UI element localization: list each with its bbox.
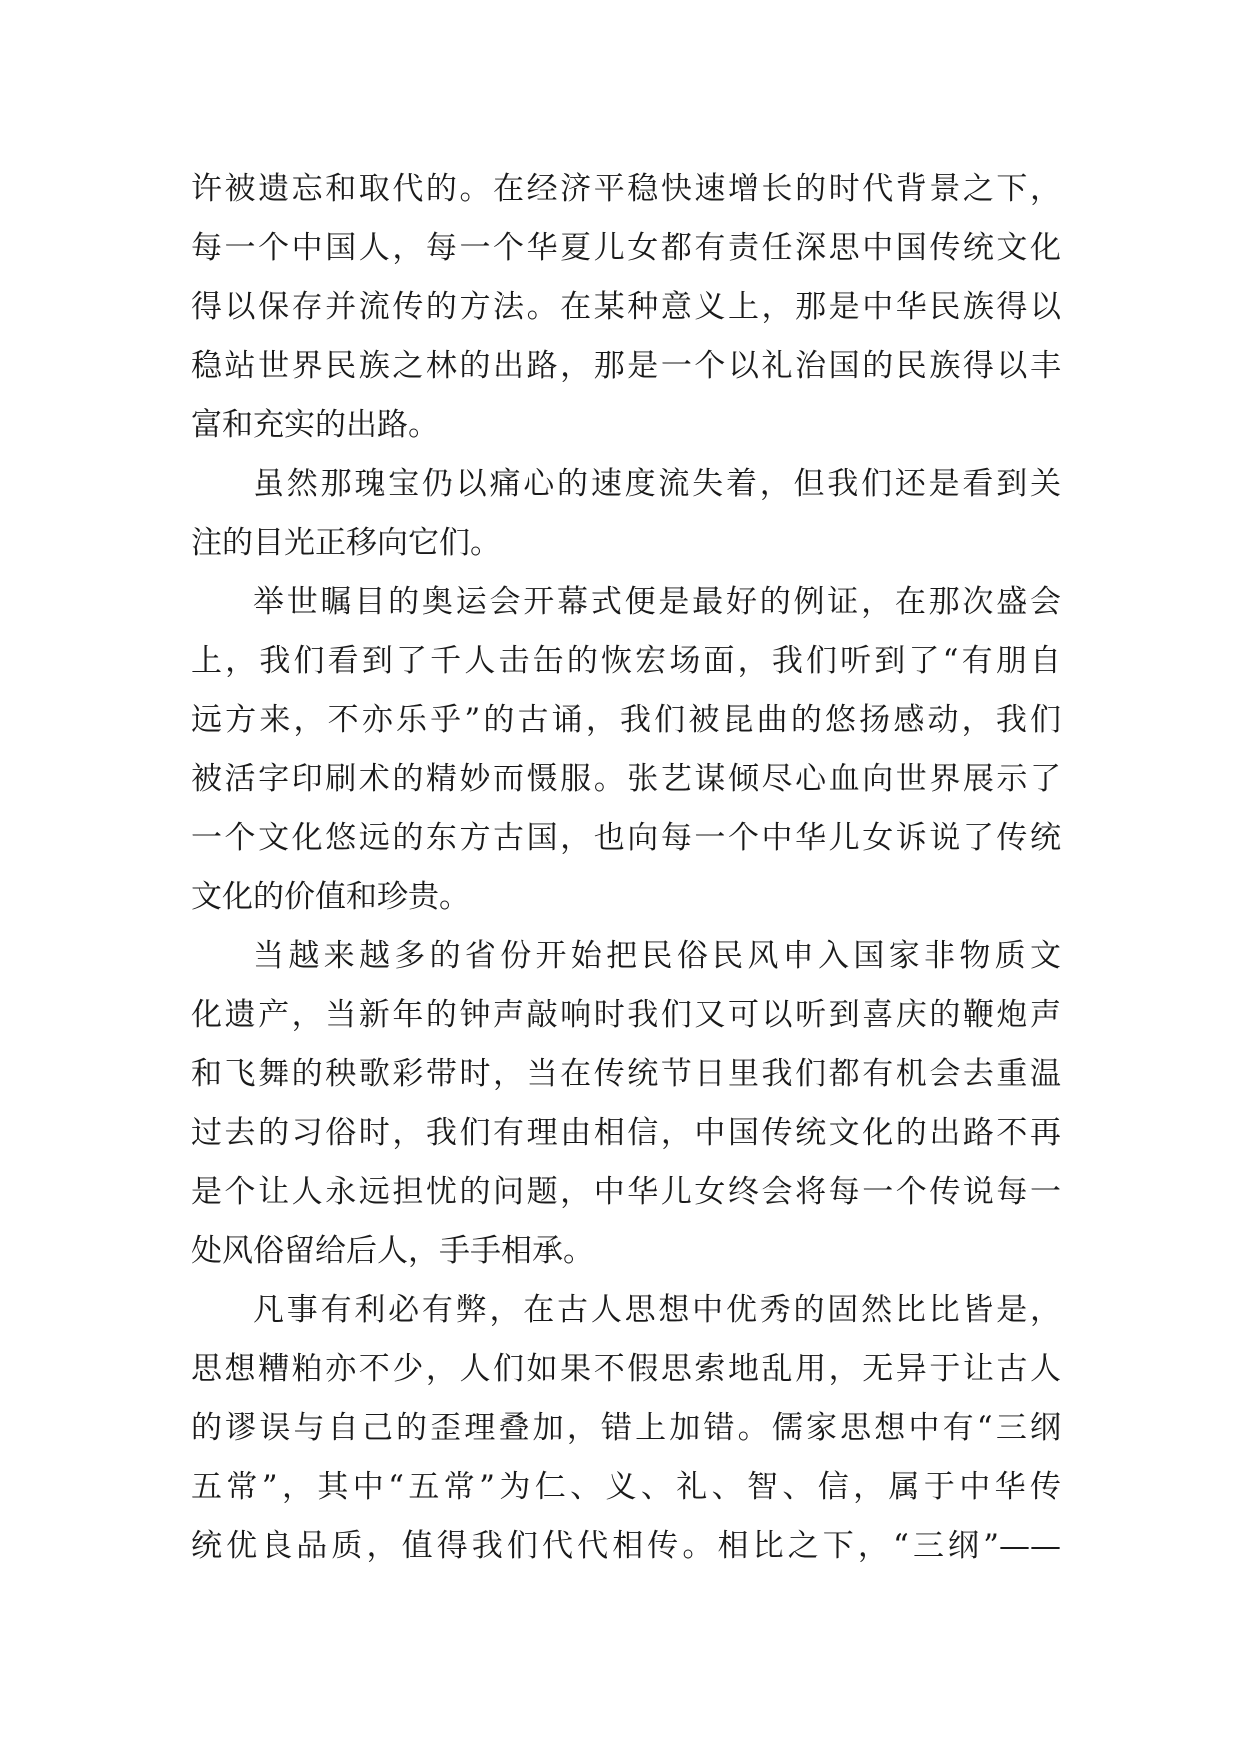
text-line: 统优良品质，值得我们代代相传。相比之下，“三纲”——: [191, 1528, 1061, 1564]
text-line: 过去的习俗时，我们有理由相信，中国传统文化的出路不再: [191, 1115, 1061, 1151]
text-line: 和飞舞的秧歌彩带时，当在传统节日里我们都有机会去重温: [191, 1056, 1061, 1092]
text-line: 上，我们看到了千人击缶的恢宏场面，我们听到了“有朋自: [191, 643, 1061, 679]
text-line: 许被遗忘和取代的。在经济平稳快速增长的时代背景之下，: [191, 171, 1061, 207]
text-line: 化遗产，当新年的钟声敲响时我们又可以听到喜庆的鞭炮声: [191, 997, 1061, 1033]
text-line: 一个文化悠远的东方古国，也向每一个中华儿女诉说了传统: [191, 820, 1061, 856]
text-line: 每一个中国人，每一个华夏儿女都有责任深思中国传统文化: [191, 230, 1061, 266]
text-line: 富和充实的出路。: [191, 407, 439, 443]
text-line: 凡事有利必有弊，在古人思想中优秀的固然比比皆是，: [253, 1292, 1061, 1328]
text-line: 处风俗留给后人，手手相承。: [191, 1233, 594, 1269]
text-line: 被活字印刷术的精妙而慑服。张艺谋倾尽心血向世界展示了: [191, 761, 1061, 797]
document-body: [191, 160, 1061, 1576]
paragraph-2: [191, 455, 1061, 573]
text-line: 的谬误与自己的歪理叠加，错上加错。儒家思想中有“三纲: [191, 1410, 1061, 1446]
paragraph-3: [191, 573, 1061, 927]
text-line: 当越来越多的省份开始把民俗民风申入国家非物质文: [253, 938, 1061, 974]
paragraph-5: [191, 1281, 1061, 1576]
text-line: 举世瞩目的奥运会开幕式便是最好的例证，在那次盛会: [253, 584, 1061, 620]
text-line: 五常”，其中“五常”为仁、义、礼、智、信，属于中华传: [191, 1469, 1061, 1505]
text-line: 文化的价值和珍贵。: [191, 879, 470, 915]
text-line: 得以保存并流传的方法。在某种意义上，那是中华民族得以: [191, 289, 1061, 325]
text-line: 远方来，不亦乐乎”的古诵，我们被昆曲的悠扬感动，我们: [191, 702, 1061, 738]
paragraph-4: [191, 927, 1061, 1281]
paragraph-1: [191, 160, 1061, 455]
text-line: 是个让人永远担忧的问题，中华儿女终会将每一个传说每一: [191, 1174, 1061, 1210]
text-line: 注的目光正移向它们。: [191, 525, 501, 561]
text-line: 虽然那瑰宝仍以痛心的速度流失着，但我们还是看到关: [253, 466, 1061, 502]
text-line: 思想糟粕亦不少，人们如果不假思索地乱用，无异于让古人: [191, 1351, 1061, 1387]
text-line: 稳站世界民族之林的出路，那是一个以礼治国的民族得以丰: [191, 348, 1061, 384]
